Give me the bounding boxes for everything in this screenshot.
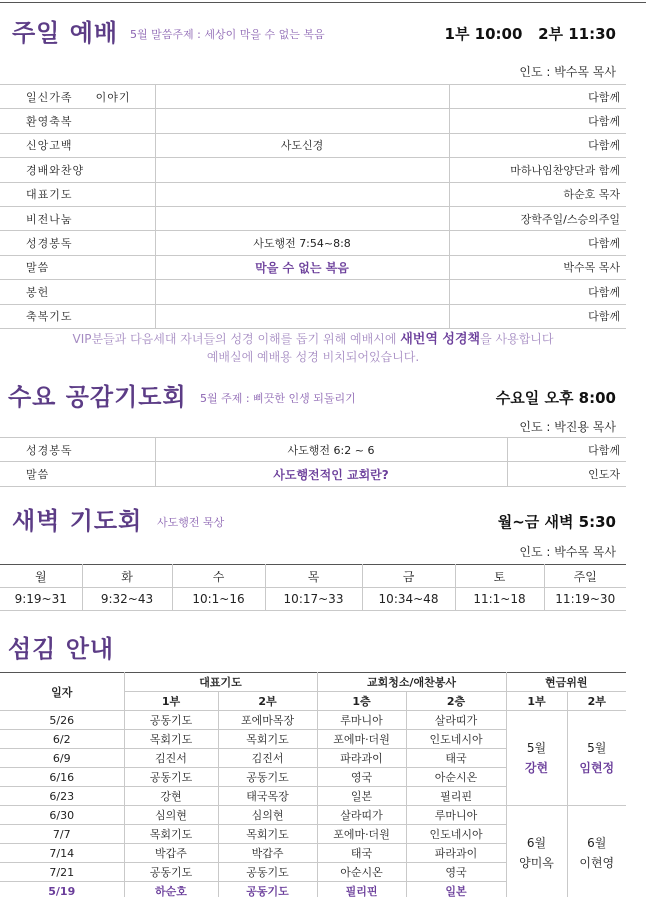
order-leader: 다함께 (449, 304, 626, 328)
dawn-passage: 10:17~33 (265, 588, 362, 611)
dawn-day: 목 (265, 565, 362, 588)
order-row (0, 109, 626, 133)
dawn-passage: 9:19~31 (0, 588, 82, 611)
notice-text-pre: VIP분들과 다음세대 자녀들의 성경 이해를 돕기 위해 예배시에 (72, 332, 401, 346)
duty-clean-1f: 파라과이 (317, 749, 406, 768)
duty-date: 7/21 (0, 863, 124, 882)
order-label: 대표기도 (0, 182, 155, 206)
order-detail (155, 206, 449, 230)
order-leader: 마하나임찬양단과 함께 (449, 158, 626, 182)
duty-table (0, 672, 626, 897)
order-detail (155, 85, 449, 109)
order-label: 일신가족 이야기 (0, 85, 155, 109)
order-leader: 하순호 목자 (449, 182, 626, 206)
order-detail: 막을 수 없는 복음 (155, 255, 449, 279)
order-detail: 사도행전적인 교회란? (155, 462, 507, 486)
duty-clean-2f: 일본 (406, 882, 506, 897)
top-rule (0, 2, 646, 3)
duty-clean-1f: 일본 (317, 787, 406, 806)
sub-header: 2부 (567, 692, 626, 711)
duty-clean-2f: 파라과이 (406, 844, 506, 863)
bible-notice (0, 328, 626, 347)
order-row (0, 462, 626, 486)
order-label: 신앙고백 (0, 133, 155, 157)
duty-date: 5/26 (0, 711, 124, 730)
dawn-day: 화 (82, 565, 172, 588)
sub-header: 2층 (406, 692, 506, 711)
dawn-leader: 인도 : 박수목 목사 (519, 545, 616, 559)
duty-prayer-1: 강현 (124, 787, 218, 806)
sub-header: 1부 (506, 692, 567, 711)
notice-text-bold: 새번역 성경책 (400, 332, 481, 347)
order-row (0, 182, 626, 206)
order-detail (155, 109, 449, 133)
duty-clean-1f: 루마니아 (317, 711, 406, 730)
cash-cell (567, 711, 626, 806)
duty-prayer-1: 목회기도 (124, 730, 218, 749)
sub-header: 1부 (124, 692, 218, 711)
duty-prayer-2: 심의현 (218, 806, 317, 825)
order-detail (155, 182, 449, 206)
col-cash-header: 현금위원 (506, 673, 626, 692)
order-label: 경배와찬양 (0, 158, 155, 182)
order-label: 성경봉독 (0, 231, 155, 255)
duty-date: 6/9 (0, 749, 124, 768)
duty-prayer-1: 공동기도 (124, 768, 218, 787)
order-detail: 사도행전 7:54~8:8 (155, 231, 449, 255)
duty-clean-1f: 필리핀 (317, 882, 406, 897)
duty-clean-2f: 아순시온 (406, 768, 506, 787)
duty-header (0, 632, 646, 666)
duty-prayer-1: 공동기도 (124, 711, 218, 730)
sub-header: 2부 (218, 692, 317, 711)
order-row (0, 231, 626, 255)
duty-prayer-2: 공동기도 (218, 863, 317, 882)
cash-cell (567, 806, 626, 897)
duty-clean-2f: 루마니아 (406, 806, 506, 825)
duty-prayer-1: 박갑주 (124, 844, 218, 863)
duty-clean-2f: 필리핀 (406, 787, 506, 806)
col-clean-header: 교회청소/애찬봉사 (317, 673, 506, 692)
duty-clean-1f: 아순시온 (317, 863, 406, 882)
dawn-day: 수 (172, 565, 265, 588)
dawn-passage: 11:19~30 (544, 588, 626, 611)
order-label: 비전나눔 (0, 206, 155, 230)
order-leader: 다함께 (449, 231, 626, 255)
order-row (0, 85, 626, 109)
order-detail: 사도신경 (155, 133, 449, 157)
duty-date: 6/16 (0, 768, 124, 787)
col-date-header: 일자 (0, 673, 124, 711)
dawn-passage: 9:32~43 (82, 588, 172, 611)
dawn-day: 금 (362, 565, 455, 588)
duty-date: 5/19 (0, 882, 124, 897)
duty-date: 6/23 (0, 787, 124, 806)
cash-name: 강현 (524, 761, 549, 775)
order-detail: 사도행전 6:2 ~ 6 (155, 438, 507, 462)
duty-prayer-1: 목회기도 (124, 825, 218, 844)
wednesday-title: 수요 공감기도회 (8, 383, 187, 411)
sunday-time: 1부 10:00 2부 11:30 (444, 25, 616, 43)
duty-clean-1f: 포에마·더원 (317, 730, 406, 749)
duty-clean-1f: 영국 (317, 768, 406, 787)
duty-prayer-2: 목회기도 (218, 825, 317, 844)
cash-name: 양미옥 (519, 856, 554, 870)
duty-clean-1f: 포에마·더원 (317, 825, 406, 844)
col-prayer-header: 대표기도 (124, 673, 317, 692)
cash-name: 임현정 (579, 761, 615, 775)
duty-prayer-2: 박갑주 (218, 844, 317, 863)
order-leader: 박수목 목사 (449, 255, 626, 279)
wednesday-leader: 인도 : 박진용 목사 (519, 420, 616, 434)
sub-header: 1층 (317, 692, 406, 711)
wednesday-subtitle: 5월 주제 : 삐끗한 인생 되돌리기 (200, 392, 356, 405)
duty-clean-1f: 태국 (317, 844, 406, 863)
duty-prayer-2: 김진서 (218, 749, 317, 768)
cash-cell (506, 711, 567, 806)
order-label: 말씀 (0, 462, 155, 486)
notice-text-post: 을 사용합니다 (480, 332, 554, 346)
order-leader: 인도자 (507, 462, 626, 486)
duty-date: 6/2 (0, 730, 124, 749)
order-row (0, 158, 626, 182)
duty-clean-2f: 인도네시아 (406, 825, 506, 844)
dawn-passage: 11:1~18 (455, 588, 544, 611)
duty-date: 7/7 (0, 825, 124, 844)
order-detail (155, 280, 449, 304)
duty-date: 7/14 (0, 844, 124, 863)
bible-notice-line2: 예배실에 예배용 성경 비치되어있습니다. (206, 350, 420, 364)
order-row (0, 438, 626, 462)
dawn-time: 월~금 새벽 5:30 (497, 513, 616, 531)
dawn-title: 새벽 기도회 (12, 507, 143, 535)
sunday-order-table (0, 84, 626, 329)
cash-month: 6월 (587, 836, 607, 850)
cash-month: 5월 (587, 741, 607, 755)
duty-date: 6/30 (0, 806, 124, 825)
duty-prayer-2: 포에마목장 (218, 711, 317, 730)
order-leader: 다함께 (449, 280, 626, 304)
duty-clean-2f: 영국 (406, 863, 506, 882)
duty-clean-2f: 인도네시아 (406, 730, 506, 749)
cash-month: 5월 (526, 741, 547, 755)
duty-prayer-2: 공동기도 (218, 768, 317, 787)
wednesday-time: 수요일 오후 8:00 (495, 389, 616, 407)
duty-prayer-2: 태국목장 (218, 787, 317, 806)
order-label: 성경봉독 (0, 438, 155, 462)
order-label: 축복기도 (0, 304, 155, 328)
sunday-leader: 인도 : 박수목 목사 (519, 65, 616, 79)
dawn-passage: 10:1~16 (172, 588, 265, 611)
order-leader: 다함께 (449, 133, 626, 157)
duty-prayer-2: 공동기도 (218, 882, 317, 897)
order-detail (155, 158, 449, 182)
duty-prayer-1: 공동기도 (124, 863, 218, 882)
sunday-title: 주일 예배 (12, 19, 119, 47)
duty-title: 섬김 안내 (8, 635, 115, 663)
table-row (0, 806, 626, 825)
wednesday-header (0, 380, 646, 414)
cash-name: 이현영 (579, 856, 615, 870)
duty-clean-2f: 태국 (406, 749, 506, 768)
duty-prayer-1: 김진서 (124, 749, 218, 768)
dawn-day: 토 (455, 565, 544, 588)
sunday-subtitle: 5월 말씀주제 : 세상이 막을 수 없는 복음 (130, 28, 325, 41)
wednesday-order-table (0, 437, 626, 487)
duty-prayer-2: 목회기도 (218, 730, 317, 749)
order-row (0, 206, 626, 230)
dawn-day: 월 (0, 565, 82, 588)
order-row (0, 280, 626, 304)
dawn-subtitle: 사도행전 묵상 (157, 516, 225, 529)
dawn-header (0, 504, 646, 538)
dawn-passage: 10:34~48 (362, 588, 455, 611)
order-leader: 다함께 (507, 438, 626, 462)
cash-month: 6월 (526, 836, 547, 850)
order-leader: 다함께 (449, 109, 626, 133)
duty-clean-2f: 살라띠가 (406, 711, 506, 730)
order-label: 환영축복 (0, 109, 155, 133)
duty-prayer-1: 하순호 (124, 882, 218, 897)
order-label: 말씀 (0, 255, 155, 279)
duty-prayer-1: 심의현 (124, 806, 218, 825)
order-label: 봉헌 (0, 280, 155, 304)
order-leader: 장학주일/스승의주일 (449, 206, 626, 230)
cash-cell (506, 806, 567, 897)
order-row (0, 304, 626, 328)
order-row (0, 255, 626, 279)
sunday-header (0, 16, 646, 50)
table-row (0, 711, 626, 730)
order-detail (155, 304, 449, 328)
order-row (0, 133, 626, 157)
dawn-day: 주일 (544, 565, 626, 588)
order-leader: 다함께 (449, 85, 626, 109)
dawn-schedule-table (0, 564, 626, 611)
duty-clean-1f: 살라띠가 (317, 806, 406, 825)
